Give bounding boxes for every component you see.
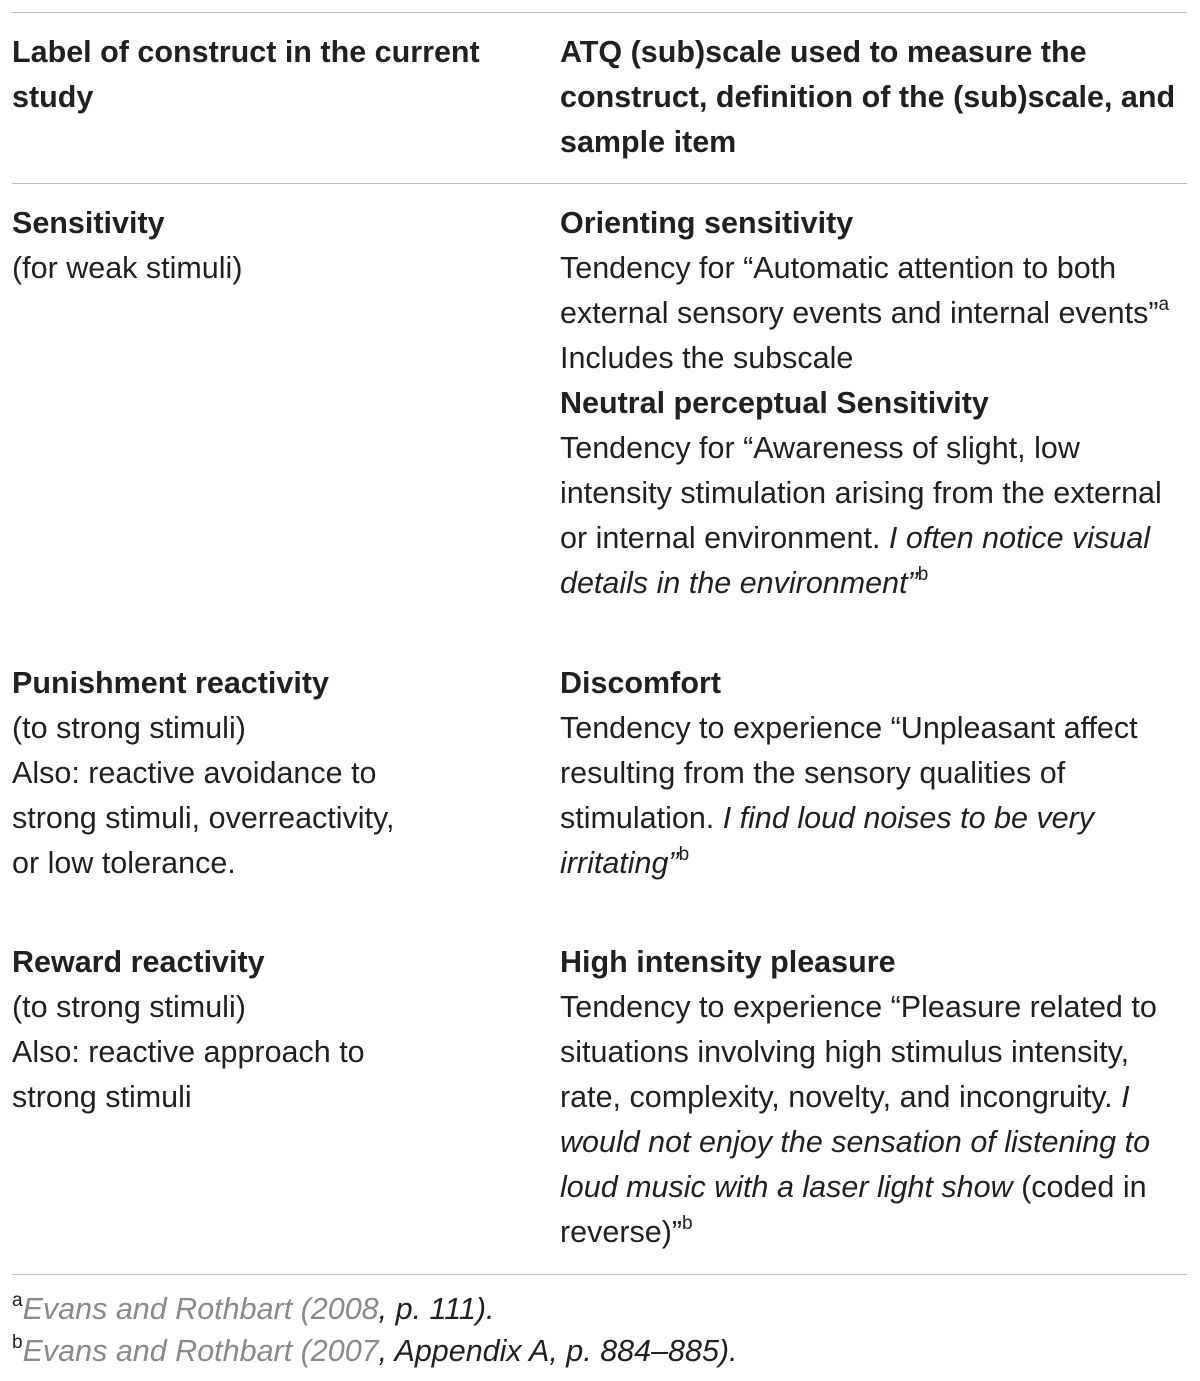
- top-rule: [12, 12, 1187, 13]
- citation-link[interactable]: Evans and Rothbart (: [22, 1292, 311, 1326]
- footnote-a: $^a$Evans and Rothbart (2008, p. 111).: [12, 1289, 495, 1326]
- sample-item: I often notice visual details in the environment”: [560, 521, 1150, 600]
- citation-year[interactable]: 2007: [310, 1334, 379, 1368]
- construct-note: Also: reactive approach to strong stimuli: [12, 1035, 365, 1114]
- footnote-mark: b: [917, 563, 929, 585]
- scale-definition: Tendency for “Automatic attention to both external sensory events and internal events”$^a$: [560, 251, 1170, 330]
- construct-label: Punishment reactivity: [12, 666, 329, 700]
- column-header-label: Label of construct in the current study: [12, 35, 480, 114]
- scale-definition: Tendency to experience “Pleasure related to situations involving high stimulus intensity, rate, complexity, novelty, and incongruity. I would not enjoy the sensation of listening to loud music with a laser light show (coded in reverse)”$^b$: [560, 990, 1157, 1249]
- citation-year[interactable]: 2008: [310, 1292, 379, 1326]
- table-row-label: [12, 201, 512, 291]
- construct-label: Reward reactivity: [12, 945, 265, 979]
- footnote-b: $^b$Evans and Rothbart (2007, Appendix A, p. 884–885).: [12, 1331, 738, 1368]
- scale-name: Orienting sensitivity: [560, 206, 854, 240]
- table-row-definition: [560, 661, 1190, 886]
- sample-item: I find loud noises to be very irritating”: [560, 801, 1095, 880]
- construct-note: (to strong stimuli): [12, 990, 246, 1024]
- table-row-definition: [560, 201, 1190, 606]
- footnote-mark: a: [12, 1289, 23, 1311]
- table-row-label: [12, 940, 512, 1120]
- footnote-mark: b: [12, 1331, 23, 1353]
- scale-definition: Tendency to experience “Unpleasant affect resulting from the sensory qualities of stimulation. I find loud noises to be very irritating”$^b$: [560, 711, 1138, 880]
- citation-link[interactable]: Evans and Rothbart (: [22, 1334, 311, 1368]
- bottom-rule: [12, 1274, 1187, 1275]
- construct-note: (for weak stimuli): [12, 251, 243, 285]
- construct-label: Sensitivity: [12, 206, 165, 240]
- footnote-mark: b: [678, 843, 690, 865]
- construct-note: Also: reactive avoidance to strong stimuli, overreactivity, or low tolerance.: [12, 756, 395, 880]
- construct-note: (to strong stimuli): [12, 711, 246, 745]
- subscale-definition: Tendency for “Awareness of slight, low intensity stimulation arising from the external or internal environment. I often notice visual details in the environment”$^b$: [560, 431, 1162, 600]
- table-row-label: [12, 661, 512, 886]
- column-header-atq: ATQ (sub)scale used to measure the construct, definition of the (sub)scale, and sample item: [560, 35, 1176, 159]
- includes-text: Includes the subscale: [560, 341, 854, 375]
- scale-name: High intensity pleasure: [560, 945, 896, 979]
- sample-item: I would not enjoy the sensation of listening to loud music with a laser light show: [560, 1080, 1151, 1204]
- footnote-mark: a: [1158, 293, 1170, 315]
- subscale-name: Neutral perceptual Sensitivity: [560, 386, 989, 420]
- table-row-definition: [560, 940, 1190, 1255]
- footnote-mark: b: [682, 1212, 693, 1234]
- scale-name: Discomfort: [560, 666, 721, 700]
- header-rule: [12, 183, 1187, 184]
